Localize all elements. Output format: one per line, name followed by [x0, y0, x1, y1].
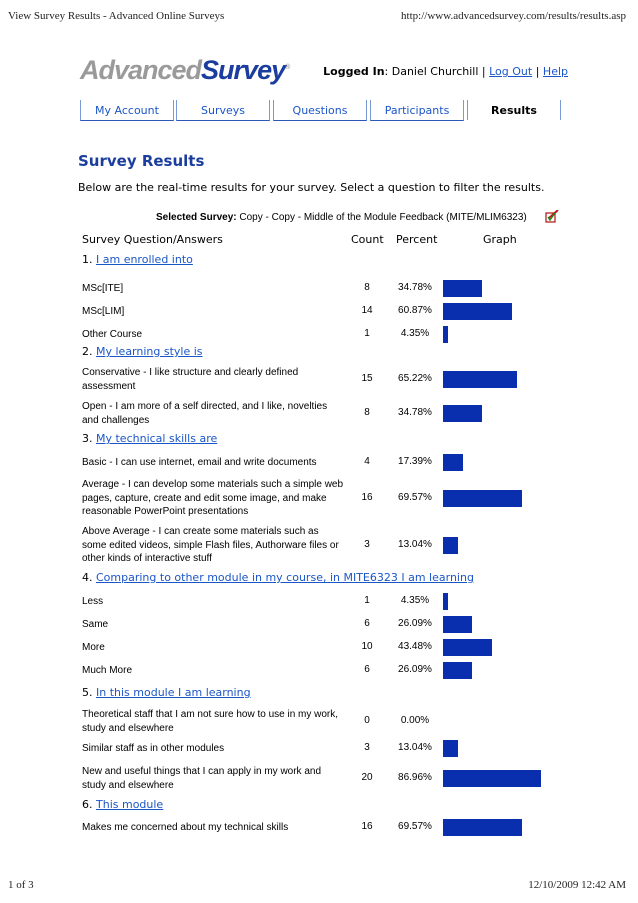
tab-results[interactable]: Results [467, 100, 561, 120]
answer-bar [443, 740, 458, 757]
column-header-percent: Percent [396, 233, 438, 246]
intro-text: Below are the real-time results for your survey. Select a question to filter the results. [78, 181, 545, 194]
answer-count: 14 [361, 305, 373, 317]
answer-text: Same [82, 619, 109, 630]
answer-percent: 60.87% [398, 305, 432, 317]
answer-text: Other Course [82, 329, 143, 340]
print-footer-date: 12/10/2009 12:42 AM [528, 879, 626, 891]
answer-count: 8 [364, 407, 370, 418]
logo-registered-mark: ® [285, 64, 290, 71]
column-header-count: Count [351, 233, 384, 246]
question-number: 6. [82, 798, 93, 811]
question-number: 4. [82, 571, 93, 584]
answer-text: Theoretical staff that I am not sure how to use in my work, study and elsewhere [82, 709, 339, 734]
answer-count: 1 [364, 595, 370, 607]
print-footer-page: 1 of 3 [8, 879, 34, 891]
answer-text: Basic - I can use internet, email and write documents [82, 457, 317, 468]
login-status [323, 65, 568, 78]
answer-percent: 69.57% [398, 491, 432, 503]
logo-part-advanced: Advanced [80, 55, 202, 85]
answer-percent: 65.22% [398, 373, 432, 384]
answer-bar [443, 770, 541, 787]
tab-surveys[interactable]: Surveys [176, 100, 270, 121]
question-link[interactable]: Comparing to other module in my course, in MITE6323 I am learning [96, 571, 474, 584]
tab-my-account[interactable]: My Account [80, 100, 174, 121]
answer-count: 10 [361, 641, 373, 653]
answer-percent: 17.39% [398, 456, 432, 468]
question-number: 2. [82, 345, 93, 358]
answer-text: Above Average - I can create some materials such as some edited videos, simple Flash files, Authorware files or other kinds of interactive stuff [82, 526, 339, 564]
answer-text: Less [82, 596, 104, 607]
answer-bar [443, 303, 512, 320]
answer-bar [443, 662, 472, 679]
answer-text: MSc[ITE] [82, 283, 124, 294]
answer-text: Open - I am more of a self directed, and I like, novelties and challenges [82, 401, 328, 426]
answer-count: 16 [361, 821, 373, 833]
answer-percent: 34.78% [398, 282, 432, 294]
answer-text: Conservative - I like structure and clearly defined assessment [82, 367, 299, 392]
print-header-url: http://www.advancedsurvey.com/results/results.asp [401, 10, 626, 22]
question-heading [82, 798, 163, 811]
answer-percent: 26.09% [398, 618, 432, 630]
column-header-graph: Graph [483, 233, 517, 246]
question-number: 5. [82, 686, 93, 699]
question-number: 1. [82, 253, 93, 266]
question-heading [82, 253, 193, 266]
print-header-title: View Survey Results - Advanced Online Surveys [8, 10, 225, 22]
answer-bar [443, 490, 522, 507]
question-heading [82, 571, 474, 584]
answer-bar [443, 593, 448, 610]
question-link[interactable]: This module [96, 798, 164, 811]
answer-text: Makes me concerned about my technical skills [82, 822, 289, 833]
answer-percent: 4.35% [400, 328, 430, 340]
answer-count: 3 [364, 538, 370, 550]
selected-survey-label: Selected Survey: [156, 212, 237, 223]
answer-count: 0 [364, 715, 370, 726]
tab-participants[interactable]: Participants [370, 100, 464, 121]
column-header-question: Survey Question/Answers [82, 233, 223, 246]
help-link[interactable]: Help [542, 65, 568, 78]
answer-text: Average - I can develop some materials such a simple web pages, capture, create and edit some image, and make reasonable PowerPoint presentations [82, 479, 344, 517]
answer-bar [443, 280, 482, 297]
answer-count: 15 [361, 373, 373, 384]
answer-count: 3 [364, 742, 370, 754]
question-number: 3. [82, 432, 93, 445]
answer-percent: 0.00% [400, 715, 430, 726]
answer-percent: 13.04% [398, 538, 432, 550]
question-link[interactable]: My learning style is [96, 345, 203, 358]
answer-bar [443, 616, 472, 633]
answer-text: More [82, 642, 105, 653]
answer-bar [443, 405, 482, 422]
answer-count: 20 [361, 772, 373, 783]
answer-bar [443, 639, 492, 656]
answer-count: 1 [364, 328, 370, 340]
question-link[interactable]: My technical skills are [96, 432, 218, 445]
answer-text: Similar staff as in other modules [82, 743, 225, 754]
answer-bar [443, 537, 458, 554]
answer-count: 4 [364, 456, 370, 468]
question-link[interactable]: I am enrolled into [96, 253, 193, 266]
login-separator: | [535, 65, 540, 78]
answer-percent: 86.96% [398, 772, 432, 783]
answer-text: Much More [82, 665, 133, 676]
answer-text: MSc[LIM] [82, 306, 125, 317]
answer-percent: 4.35% [400, 595, 430, 607]
question-link[interactable]: In this module I am learning [96, 686, 251, 699]
answer-percent: 26.09% [398, 664, 432, 676]
answer-bar [443, 819, 522, 836]
main-tabs [80, 100, 560, 122]
answer-percent: 34.78% [398, 407, 432, 418]
answer-count: 16 [361, 491, 373, 503]
answer-percent: 43.48% [398, 641, 432, 653]
logo-part-survey: Survey [201, 55, 286, 85]
selected-survey [156, 212, 527, 223]
answer-bar [443, 371, 517, 388]
logged-in-label: Logged In [323, 65, 385, 78]
answer-text: New and useful things that I can apply in my work and study and elsewhere [82, 766, 322, 791]
answer-count: 6 [364, 618, 370, 630]
question-heading [82, 432, 217, 445]
answer-percent: 13.04% [398, 742, 432, 754]
advancedsurvey-logo[interactable] [80, 55, 289, 86]
logged-in-user: : Daniel Churchill | [384, 65, 486, 78]
question-heading [82, 345, 203, 358]
answer-bar [443, 454, 463, 471]
answer-count: 8 [364, 282, 370, 294]
page-title: Survey Results [78, 152, 205, 170]
tab-questions[interactable]: Questions [273, 100, 367, 121]
selected-survey-name: Copy - Copy - Middle of the Module Feedback (MITE/MLIM6323) [236, 212, 527, 223]
answer-count: 6 [364, 664, 370, 676]
answer-bar [443, 326, 448, 343]
question-heading [82, 686, 251, 699]
answer-percent: 69.57% [398, 821, 432, 833]
logout-link[interactable]: Log Out [489, 65, 533, 78]
edit-icon[interactable] [545, 210, 559, 223]
